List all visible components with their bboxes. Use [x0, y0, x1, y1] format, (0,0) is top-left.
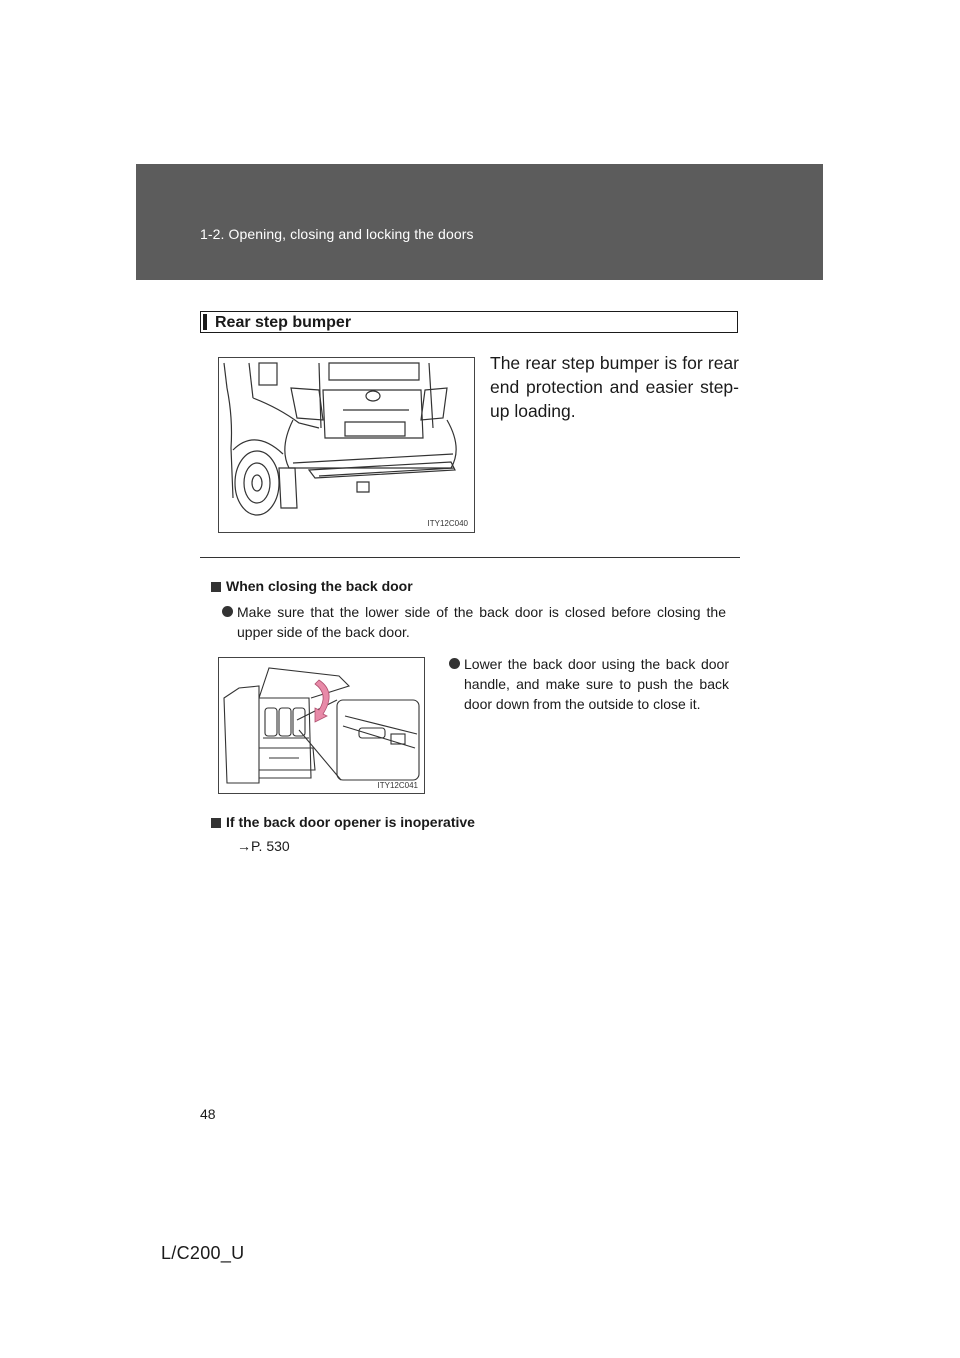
bullet-dot-icon: [222, 606, 233, 617]
square-bullet-icon: [211, 818, 221, 828]
figure-code: ITY12C040: [427, 519, 468, 528]
section-title: Rear step bumper: [215, 314, 352, 331]
model-code: L/C200_U: [161, 1243, 245, 1263]
rear-bumper-drawing: [219, 358, 474, 532]
note-heading-text: If the back door opener is inoperative: [226, 814, 475, 830]
page-number: 48: [200, 1106, 216, 1122]
note-heading-text: When closing the back door: [226, 578, 413, 594]
rear-bumper-illustration: [218, 357, 475, 533]
intro-text: The rear step bumper is for rear end protection and easier step-up loading.: [490, 353, 739, 421]
square-bullet-icon: [211, 582, 221, 592]
bullet-dot-icon: [449, 658, 460, 669]
down-arrow-icon: [315, 680, 329, 722]
back-door-drawing: [219, 658, 424, 793]
back-door-illustration: [218, 657, 425, 794]
section-divider: [200, 557, 740, 558]
bullet-item: [237, 602, 726, 642]
bullet-text: Lower the back door using the back door handle, and make sure to push the back door down from the outside to close it.: [464, 656, 729, 712]
bullet-text: Make sure that the lower side of the back door is closed before closing the upper side of the back door.: [237, 604, 726, 640]
note-heading-opener: [211, 814, 475, 830]
page-reference: →P. 530: [237, 838, 290, 854]
section-title-bar: [200, 311, 738, 333]
section-marker: [203, 314, 207, 330]
header-band: [136, 164, 823, 280]
note-heading-closing: [211, 578, 413, 594]
breadcrumb: 1-2. Opening, closing and locking the doors: [200, 226, 474, 242]
figure-code: ITY12C041: [377, 781, 418, 790]
bullet-item: [464, 654, 729, 714]
